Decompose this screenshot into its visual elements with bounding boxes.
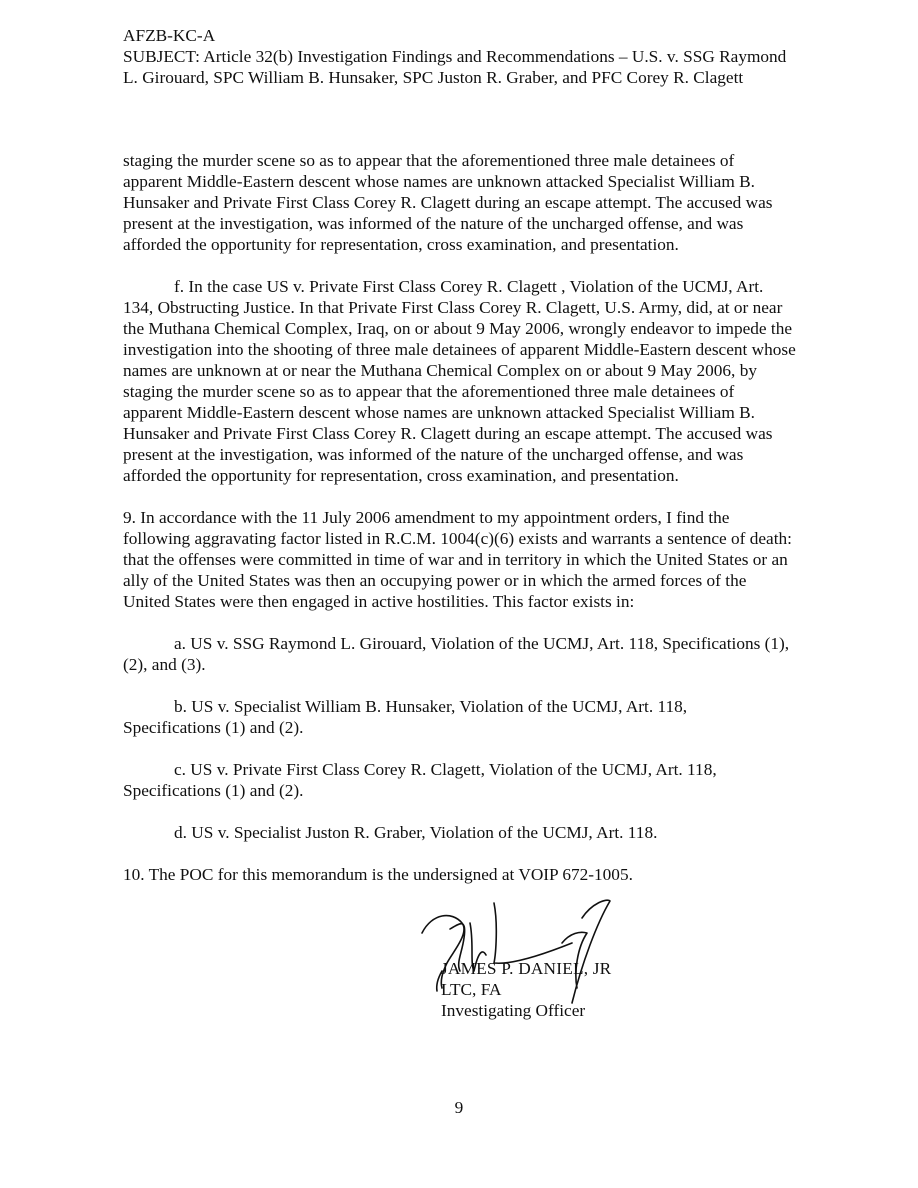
item-9b-block	[123, 696, 763, 738]
continuation-paragraph-block	[123, 150, 795, 255]
item-9a-block	[123, 633, 795, 675]
signer-title: Investigating Officer	[441, 1001, 586, 1020]
item-9b-paragraph: b. US v. Specialist William B. Hunsaker, Violation of the UCMJ, Art. 118, Specifications (1) and (2).	[123, 697, 688, 737]
item-9c-block	[123, 759, 783, 801]
item-f-block	[123, 276, 797, 486]
item-9a-paragraph: a. US v. SSG Raymond L. Girouard, Violation of the UCMJ, Art. 118, Specifications (1),(2), and (3).	[123, 634, 790, 674]
memo-header	[123, 25, 823, 88]
item-f-paragraph: f. In the case US v. Private First Class Corey R. Clagett , Violation of the UCMJ, Art. 134, Obstructing Justice. In that Private First Class Corey R. Clagett, U.S. Army, did, at or near the Muthana Chemical Complex, Iraq, on or about 9 May 2006, wrongly endeavor to impede the investigation into the shooting of three male detainees of apparent Middle-Eastern descent whose names are unknown at or near the Muthana Chemical Complex on or about 9 May 2006, by staging the murder scene so as to appear that the aforementioned three male detainees of apparent Middle-Eastern descent whose names are unknown attacked Specialist William B. Hunsaker and Private First Class Corey R. Clagett during an escape attempt. The accused was present at the investigation, was informed of the nature of the uncharged offense, and was afforded the opportunity for representation, cross examination, and presentation.	[123, 277, 796, 485]
office-symbol: AFZB-KC-A	[123, 26, 216, 45]
signature-block	[441, 958, 611, 1021]
item-10-paragraph: 10. The POC for this memorandum is the undersigned at VOIP 672-1005.	[123, 865, 633, 884]
item-9d-block	[123, 822, 795, 843]
subject-line-1: SUBJECT: Article 32(b) Investigation Findings and Recommendations – U.S. v. SSG Raymond	[123, 47, 787, 66]
item-10-block	[123, 864, 795, 885]
signer-name: JAMES P. DANIEL, JR	[441, 959, 612, 978]
continuation-paragraph: staging the murder scene so as to appear that the aforementioned three male detainees of apparent Middle-Eastern descent whose names are unknown attacked Specialist William B. Hunsaker and Private First Class Corey R. Clagett during an escape attempt. The accused was present at the investigation, was informed of the nature of the uncharged offense, and was afforded the opportunity for representation, cross examination, and presentation.	[123, 151, 773, 254]
page-number: 9	[454, 1098, 464, 1117]
signer-rank: LTC, FA	[441, 980, 502, 999]
signature-stroke	[494, 903, 572, 963]
subject-line-2: L. Girouard, SPC William B. Hunsaker, SPC Juston R. Graber, and PFC Corey R. Clagett	[123, 68, 744, 87]
item-9c-paragraph: c. US v. Private First Class Corey R. Clagett, Violation of the UCMJ, Art. 118, Specifications (1) and (2).	[123, 760, 717, 800]
item-9-paragraph: 9. In accordance with the 11 July 2006 amendment to my appointment orders, I find the following aggravating factor listed in R.C.M. 1004(c)(6) exists and warrants a sentence of death: that the offenses were committed in time of war and in territory in which the United States or an ally of the United States was then an occupying power or in which the armed forces of the United States were then engaged in active hostilities. This factor exists in:	[123, 508, 792, 611]
item-9d-paragraph: d. US v. Specialist Juston R. Graber, Violation of the UCMJ, Art. 118.	[174, 823, 658, 842]
item-9-block	[123, 507, 795, 612]
